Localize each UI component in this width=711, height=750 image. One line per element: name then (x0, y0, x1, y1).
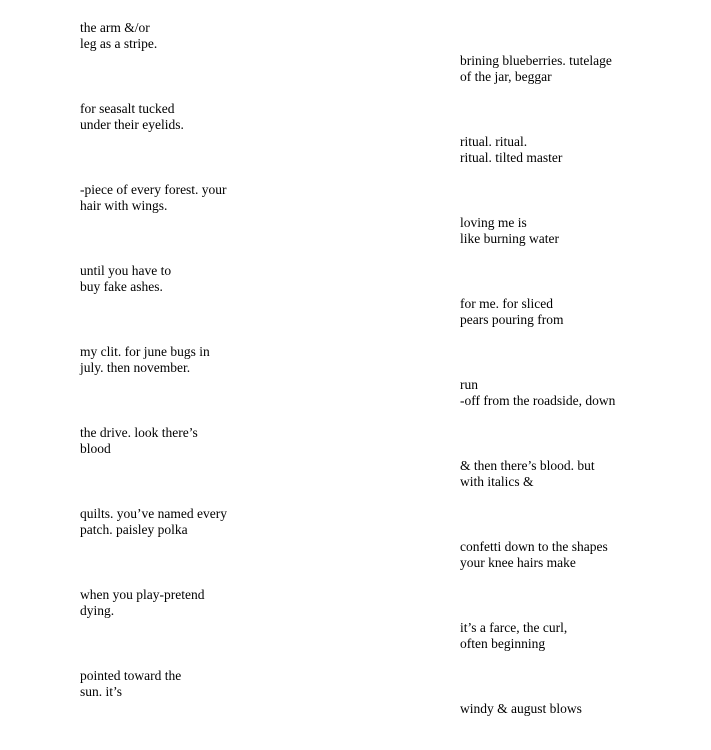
poem-line: with italics & (460, 474, 534, 489)
stanza (80, 506, 227, 538)
poem-line: loving me is (460, 215, 527, 230)
poem-line: patch. paisley polka (80, 522, 188, 537)
poem-line: pointed toward the (80, 668, 182, 683)
stanza (460, 701, 582, 717)
stanza (460, 296, 563, 328)
stanza (80, 101, 184, 133)
poem-line: when you play-pretend (80, 587, 205, 602)
poem-line: the arm &/or (80, 20, 150, 35)
poem-line: windy & august blows (460, 701, 582, 716)
stanza (460, 620, 567, 652)
poem-line: it’s a farce, the curl, (460, 620, 568, 635)
poem-line: quilts. you’ve named every (80, 506, 227, 521)
stanza (80, 20, 157, 52)
poem-line: sun. it’s (80, 684, 123, 699)
stanza (80, 344, 210, 376)
poem-line: my clit. for june bugs in (80, 344, 210, 359)
poem-line: hair with wings. (80, 198, 168, 213)
poem-line: like burning water (460, 231, 559, 246)
stanza (460, 458, 595, 490)
stanza (460, 377, 615, 409)
poem-line: under their eyelids. (80, 117, 184, 132)
poem-line: blood (80, 441, 111, 456)
poem-line: -piece of every forest. your (80, 182, 227, 197)
stanza (80, 587, 204, 619)
poem-line: often beginning (460, 636, 546, 651)
poem-line: brining blueberries. tutelage (460, 53, 612, 68)
poem-line: dying. (80, 603, 115, 618)
poem-line: of the jar, beggar (460, 69, 552, 84)
poem-line: your knee hairs make (460, 555, 576, 570)
stanza (80, 425, 198, 457)
stanza (80, 668, 181, 700)
poem-line: the drive. look there’s (80, 425, 198, 440)
poem-line: ritual. ritual. (460, 134, 528, 149)
poem-line: leg as a stripe. (80, 36, 158, 51)
poem-line: july. then november. (80, 360, 191, 375)
poem-line: for seasalt tucked (80, 101, 175, 116)
poem-line: ritual. tilted master (460, 150, 563, 165)
stanza (460, 215, 559, 247)
stanza (460, 53, 612, 85)
poem-line: for me. for sliced (460, 296, 553, 311)
poem-line: pears pouring from (460, 312, 564, 327)
poem-line: until you have to (80, 263, 172, 278)
stanza (460, 134, 562, 166)
poem-line: confetti down to the shapes (460, 539, 608, 554)
stanza (80, 263, 171, 295)
poem-line: & then there’s blood. but (460, 458, 595, 473)
poem-line: run (460, 377, 478, 392)
poem-line: -off from the roadside, down (460, 393, 616, 408)
stanza (460, 539, 608, 571)
poem-line: buy fake ashes. (80, 279, 163, 294)
stanza (80, 182, 227, 214)
